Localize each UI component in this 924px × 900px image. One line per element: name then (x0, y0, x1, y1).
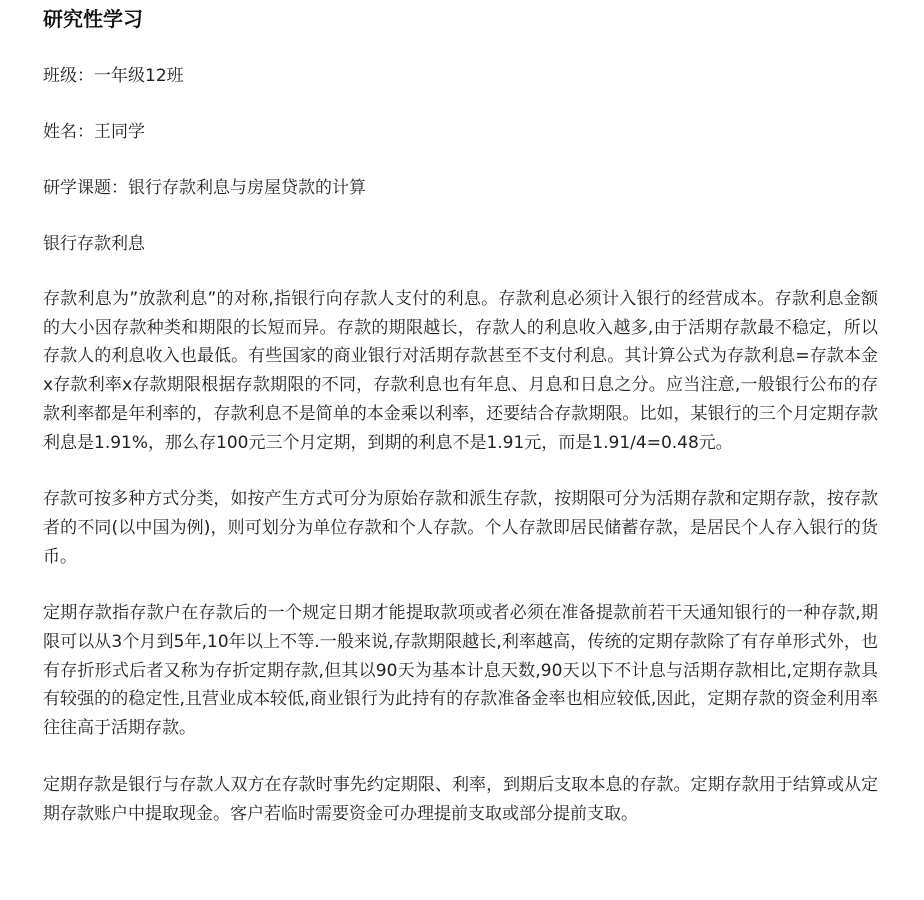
section-heading: 银行存款利息 (43, 234, 145, 254)
topic-line: 研学课题：银行存款利息与房屋贷款的计算 (43, 178, 366, 198)
name-line: 姓名：王同学 (43, 122, 145, 142)
paragraph: 存款可按多种方式分类，如按产生方式可分为原始存款和派生存款，按期限可分为活期存款和定期存款，按存款者的不同(以中国为例)，则可划分为单位存款和个人存款。个人存款即居民储蓄存款，是居民个人存入银行的货币。 (43, 489, 878, 567)
paragraph: 定期存款是银行与存款人双方在存款时事先约定期限、利率，到期后支取本息的存款。定期存款用于结算或从定期存款账户中提取现金。客户若临时需要资金可办理提前支取或部分提前支取。 (43, 774, 878, 824)
paragraph: 定期存款指存款户在存款后的一个规定日期才能提取款项或者必须在准备提款前若干天通知银行的一种存款,期限可以从3个月到5年,10年以上不等.一般来说,存款期限越长,利率越高，传统的定期存款除了有存单形式外，也有存折形式后者又称为存折定期存款,但其以90天为基本计息天数,90天以下不计息与活期存款相比,定期存款具有较强的的稳定性,且营业成本较低,商业银行为此持有的存款准备金率也相应较低,因此，定期存款的资金利用率往往高于活期存款。 (43, 603, 878, 739)
document-title: 研究性学习 (43, 7, 143, 31)
paragraph: 存款利息为”放款利息”的对称,指银行向存款人支付的利息。存款利息必须计入银行的经营成本。存款利息金额的大小因存款种类和期限的长短而异。存款的期限越长，存款人的利息收入越多,由于活期存款最不稳定，所以存款人的利息收入也最低。有些国家的商业银行对活期存款甚至不支付利息。其计算公式为存款利息=存款本金x存款利率x存款期限根据存款期限的不同，存款利息也有年息、月息和日息之分。应当注意,一般银行公布的存款利率都是年利率的，存款利息不是简单的本金乘以利率，还要结合存款期限。比如，某银行的三个月定期存款利息是1.91%，那么存100元三个月定期，到期的利息不是1.91元，而是1.91/4=0.48元。 (43, 289, 878, 453)
class-line: 班级：一年级12班 (43, 66, 184, 86)
